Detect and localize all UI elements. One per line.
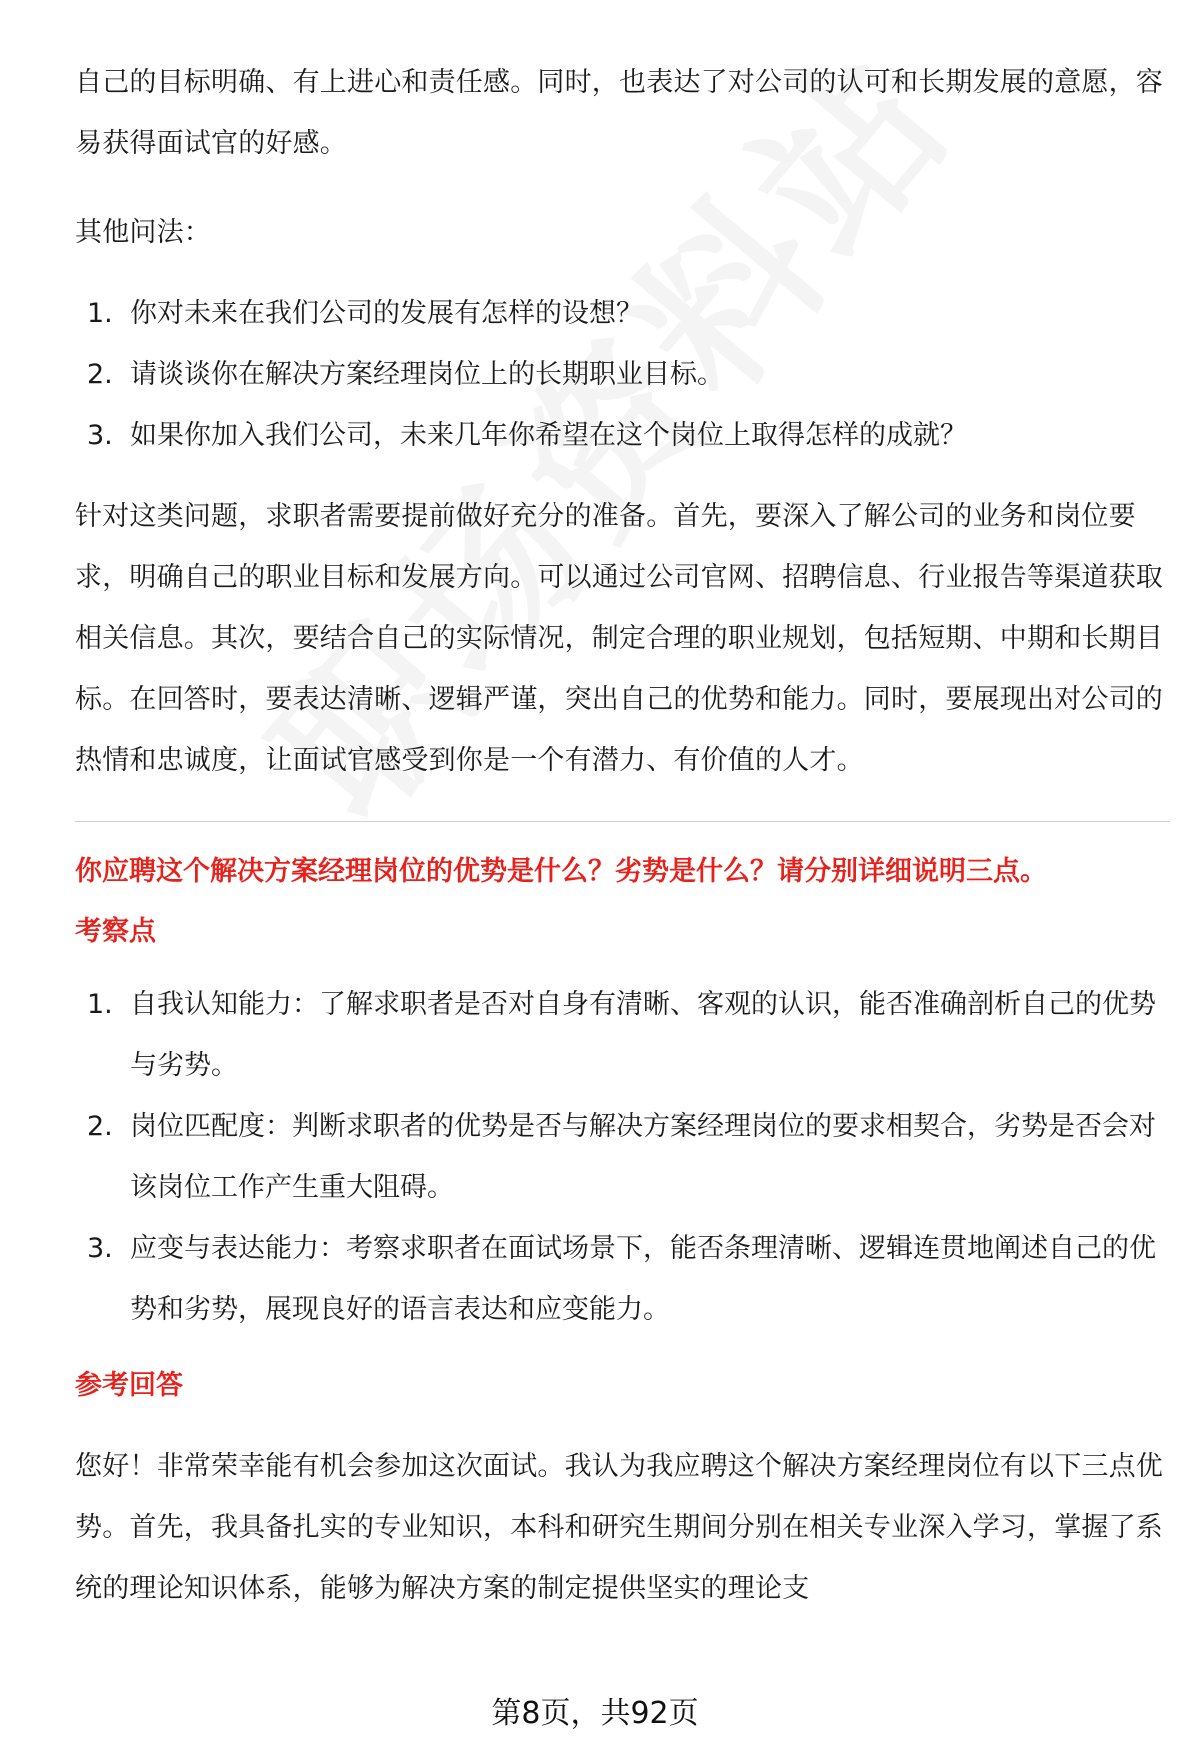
- exam-points-heading: 考察点: [75, 916, 156, 947]
- other-questions-heading: 其他问法：: [75, 217, 211, 248]
- list-number: 2.: [87, 359, 113, 390]
- other-questions-list: [75, 283, 1170, 466]
- section-divider: [75, 821, 1170, 822]
- page-number-footer: 第8页，共92页: [491, 1696, 699, 1731]
- list-number: 2.: [87, 1111, 113, 1142]
- exam-points-list: [75, 974, 1170, 1340]
- list-item: [75, 974, 1170, 1096]
- list-number: 3.: [87, 1233, 113, 1264]
- list-item-text: 岗位匹配度：判断求职者的优势是否与解决方案经理岗位的要求相契合，劣势是否会对该岗位工作产生重大阻碍。: [130, 1111, 1156, 1203]
- list-item: [75, 1218, 1170, 1340]
- list-item-text: 如果你加入我们公司，未来几年你希望在这个岗位上取得怎样的成就？: [130, 420, 967, 451]
- list-number: 1.: [87, 989, 113, 1020]
- list-item: [75, 1096, 1170, 1218]
- answer-paragraph: 您好！非常荣幸能有机会参加这次面试。我认为我应聘这个解决方案经理岗位有以下三点优势。首先，我具备扎实的专业知识，本科和研究生期间分别在相关专业深入学习，掌握了系统的理论知识体系，能够为解决方案的制定提供坚实的理论支: [75, 1451, 1163, 1604]
- list-item-text: 自我认知能力：了解求职者是否对自身有清晰、客观的认识，能否准确剖析自己的优势与劣势。: [130, 989, 1156, 1081]
- list-number: 1.: [87, 298, 113, 329]
- list-item-text: 请谈谈你在解决方案经理岗位上的长期职业目标。: [130, 359, 724, 390]
- list-item-text: 你对未来在我们公司的发展有怎样的设想？: [130, 298, 643, 329]
- list-item: [75, 344, 1170, 405]
- advice-paragraph: 针对这类问题，求职者需要提前做好充分的准备。首先，要深入了解公司的业务和岗位要求，明确自己的职业目标和发展方向。可以通过公司官网、招聘信息、行业报告等渠道获取相关信息。其次，要结合自己的实际情况，制定合理的职业规划，包括短期、中期和长期目标。在回答时，要表达清晰、逻辑严谨，突出自己的优势和能力。同时，要展现出对公司的热情和忠诚度，让面试官感受到你是一个有潜力、有价值的人才。: [75, 501, 1163, 776]
- list-item: [75, 405, 1170, 466]
- list-item: [75, 283, 1170, 344]
- list-item-text: 应变与表达能力：考察求职者在面试场景下，能否条理清晰、逻辑连贯地阐述自己的优势和劣势，展现良好的语言表达和应变能力。: [130, 1233, 1156, 1325]
- question-title: 你应聘这个解决方案经理岗位的优势是什么？劣势是什么？请分别详细说明三点。: [75, 856, 1047, 887]
- answer-heading: 参考回答: [75, 1370, 183, 1401]
- list-number: 3.: [87, 420, 113, 451]
- intro-paragraph: 自己的目标明确、有上进心和责任感。同时，也表达了对公司的认可和长期发展的意愿，容易获得面试官的好感。: [75, 67, 1163, 159]
- page-content: [75, 52, 1170, 1619]
